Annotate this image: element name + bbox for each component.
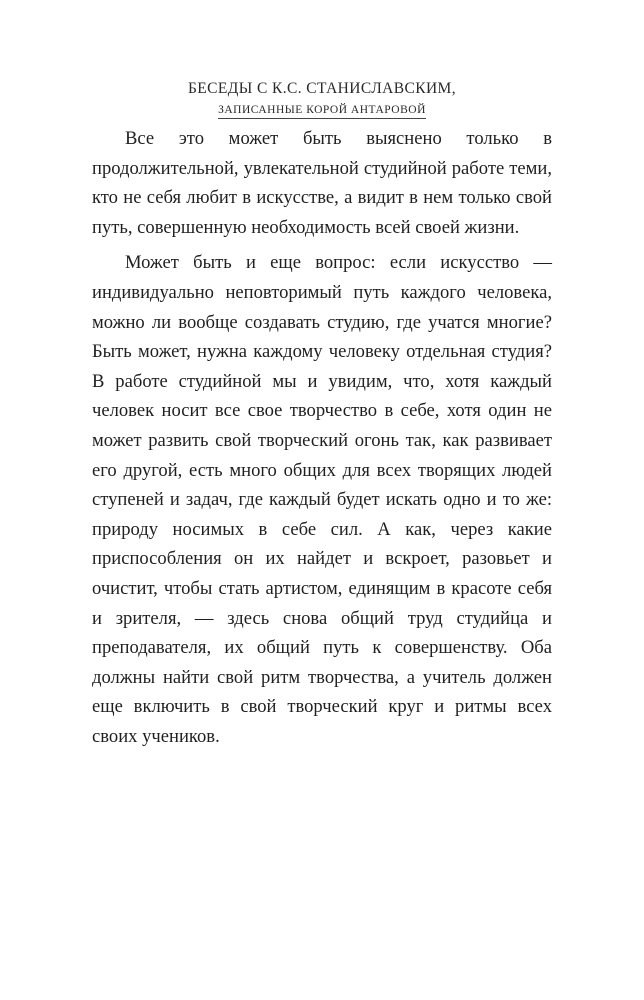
running-head-title: БЕСЕДЫ С К.С. СТАНИСЛАВСКИМ, bbox=[188, 80, 456, 97]
paragraph-2: Может быть и еще вопрос: если искусство — индивидуально неповторимый путь каждого человека, можно ли вообще создавать студию, где учатся многие? Быть может, нужна каждому человеку отдельная студия? В работе студийной мы и увидим, что, хотя каждый человек носит все свое творчество в себе, хотя один не может развить свой творческий огонь так, как развивает его другой, есть много общих для всех творящих людей ступеней и задач, где каждый будет искать одно и то же: природу носимых в себе сил. А как, через какие приспособления он их найдет и вскроет, разовьет и очистит, чтобы стать артистом, единящим в красоте себя и зрителя, — здесь снова общий труд студийца и преподавателя, их общий путь к совершенству. Оба должны найти свой ритм творчества, а учитель должен еще включить в свой творческий круг и ритмы всех своих учеников. bbox=[92, 252, 552, 747]
running-head-subtitle: ЗАПИСАННЫЕ КОРОЙ АНТАРОВОЙ bbox=[218, 104, 426, 119]
running-head bbox=[0, 80, 644, 119]
paragraph-1: Все это может быть выяснено только в продолжительной, увлекательной студийной работе теми, кто не себя любит в искусстве, а видит в нем только свой путь, совершенную необходимость всей своей жизни. bbox=[92, 128, 552, 238]
body-text bbox=[92, 124, 552, 751]
